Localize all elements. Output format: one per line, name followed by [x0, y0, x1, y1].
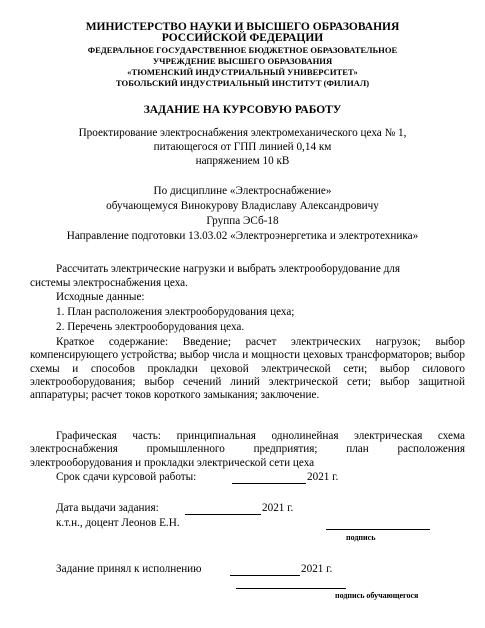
initial-data-item-2: 2. Перечень электрооборудования цеха. [56, 321, 245, 333]
deadline-date-line [232, 483, 306, 484]
deadline-year: 2021 г. [307, 471, 339, 483]
issue-date-label: Дата выдачи задания: [56, 502, 159, 514]
initial-data-heading: Исходные данные: [56, 291, 145, 303]
issue-year: 2021 г. [262, 502, 294, 514]
task-line-1: Рассчитать электрические нагрузки и выбрать электрооборудование для [56, 263, 401, 275]
deadline-label: Срок сдачи курсовой работы: [56, 471, 197, 483]
topic-line-3: напряжением 10 кВ [195, 155, 290, 167]
issue-date-line [185, 514, 261, 515]
accepted-date-line [230, 575, 300, 576]
accepted-label: Задание принял к исполнению [56, 563, 202, 575]
institution-line-4: ТОБОЛЬСКИЙ ИНДУСТРИАЛЬНЫЙ ИНСТИТУТ (ФИЛИАЛ) [115, 78, 370, 88]
summary-paragraph: Краткое содержание: Введение; расчет электрических нагрузок; выбор компенсирующего устройства; выбор числа и мощности цеховых трансформаторов; выбор схемы и способов прокладки цеховой электрической сети; выбор силового электрооборудования; выбор сечений линий электрической сети; выбор защитной аппаратуры; расчет токов короткого замыкания; заключение. [30, 336, 465, 402]
institution-line-2: УЧРЕЖДЕНИЕ ВЫСШЕГО ОБРАЗОВАНИЯ [152, 56, 333, 66]
ministry-line-1: МИНИСТЕРСТВО НАУКИ И ВЫСШЕГО ОБРАЗОВАНИЯ [85, 21, 400, 33]
student-line: обучающемуся Винокурову Владиславу Александровичу [106, 200, 379, 212]
student-signature-line [236, 588, 346, 589]
institution-line-1: ФЕДЕРАЛЬНОЕ ГОСУДАРСТВЕННОЕ БЮДЖЕТНОЕ ОБРАЗОВАТЕЛЬНОЕ [87, 45, 398, 55]
accepted-year: 2021 г. [301, 563, 333, 575]
initial-data-item-1: 1. План расположения электрооборудования цеха; [56, 306, 295, 318]
document-title: ЗАДАНИЕ НА КУРСОВУЮ РАБОТУ [143, 104, 342, 116]
signature-caption: подпись [346, 533, 376, 542]
direction-line: Направление подготовки 13.03.02 «Электроэнергетика и электротехника» [66, 230, 419, 242]
institution-line-3: «ТЮМЕНСКИЙ ИНДУСТРИАЛЬНЫЙ УНИВЕРСИТЕТ» [127, 67, 358, 77]
supervisor-signature-line [326, 529, 430, 530]
graphic-part-paragraph: Графическая часть: принципиальная однолинейная электрическая схема электроснабжения промышленного предприятия; план расположения электрооборудования и прокладки электрической сети цеха [30, 430, 465, 469]
topic-line-2: питающегося от ГПП линией 0,14 км [153, 141, 332, 153]
supervisor-name: к.т.н., доцент Леонов Е.Н. [56, 517, 180, 529]
task-line-2: системы электроснабжения цеха. [30, 277, 188, 289]
student-signature-caption: подпись обучающегося [335, 591, 419, 600]
group-line: Группа ЭСб-18 [206, 215, 279, 227]
ministry-line-2: РОССИЙСКОЙ ФЕДЕРАЦИИ [161, 32, 324, 44]
topic-line-1: Проектирование электроснабжения электромеханического цеха № 1, [78, 127, 407, 139]
discipline-line: По дисциплине «Электроснабжение» [153, 185, 332, 197]
